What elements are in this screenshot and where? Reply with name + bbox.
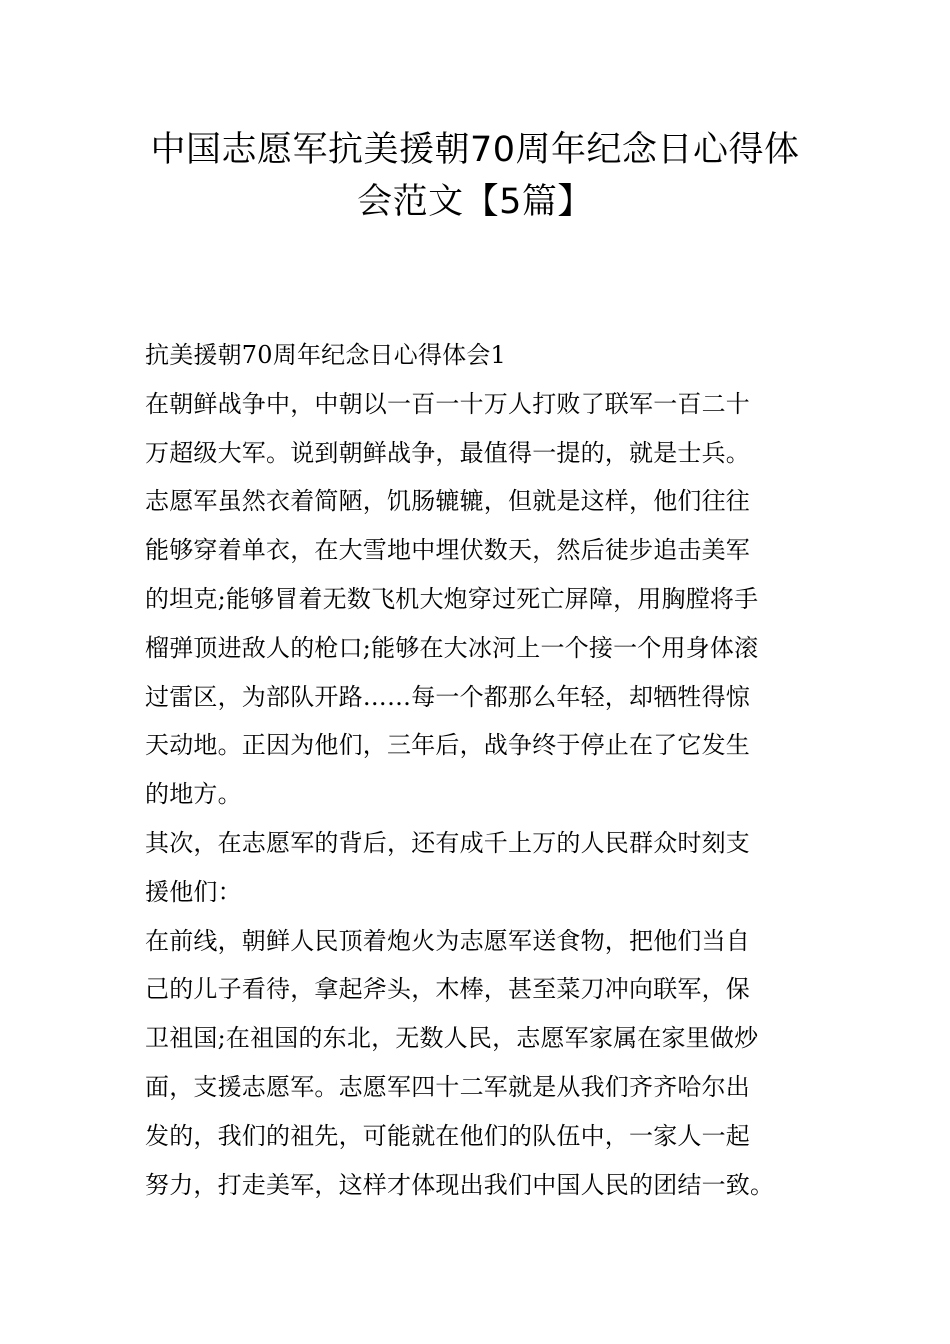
body-line: 志愿军虽然衣着简陋，饥肠辘辘，但就是这样，他们往往 (145, 487, 750, 516)
body-line: 卫祖国;在祖国的东北，无数人民，志愿军家属在家里做炒 (145, 1024, 759, 1053)
body-line: 发的，我们的祖先，可能就在他们的队伍中，一家人一起 (145, 1121, 750, 1150)
document-body (145, 331, 810, 1209)
body-line: 天动地。正因为他们，三年后，战争终于停止在了它发生 (145, 731, 750, 760)
body-line: 面，支援志愿军。志愿军四十二军就是从我们齐齐哈尔出 (145, 1072, 750, 1101)
section-heading: 抗美援朝70周年纪念日心得体会1 (145, 341, 507, 369)
document-title (100, 124, 850, 228)
body-line: 能够穿着单衣，在大雪地中埋伏数天，然后徒步追击美军 (145, 536, 750, 565)
body-line: 在朝鲜战争中，中朝以一百一十万人打败了联军一百二十 (145, 389, 750, 418)
body-line: 己的儿子看待，拿起斧头，木棒，甚至菜刀冲向联军，保 (145, 975, 750, 1004)
body-line: 的地方。 (145, 780, 242, 809)
body-line: 的坦克;能够冒着无数飞机大炮穿过死亡屏障，用胸膛将手 (145, 584, 759, 613)
body-line: 其次，在志愿军的背后，还有成千上万的人民群众时刻支 (145, 828, 750, 857)
body-line: 在前线，朝鲜人民顶着炮火为志愿军送食物，把他们当自 (145, 926, 750, 955)
body-line: 万超级大军。说到朝鲜战争，最值得一提的，就是士兵。 (145, 438, 750, 467)
body-line: 榴弹顶进敌人的枪口;能够在大冰河上一个接一个用身体滚 (145, 633, 759, 662)
title-line-1: 中国志愿军抗美援朝70周年纪念日心得体 (150, 130, 800, 170)
title-line-2: 会范文【5篇】 (357, 182, 593, 222)
body-line: 过雷区，为部队开路……每一个都那么年轻，却牺牲得惊 (145, 682, 750, 711)
body-line: 努力，打走美军，这样才体现出我们中国人民的团结一致。 (145, 1170, 775, 1199)
body-line: 援他们： (145, 877, 242, 906)
